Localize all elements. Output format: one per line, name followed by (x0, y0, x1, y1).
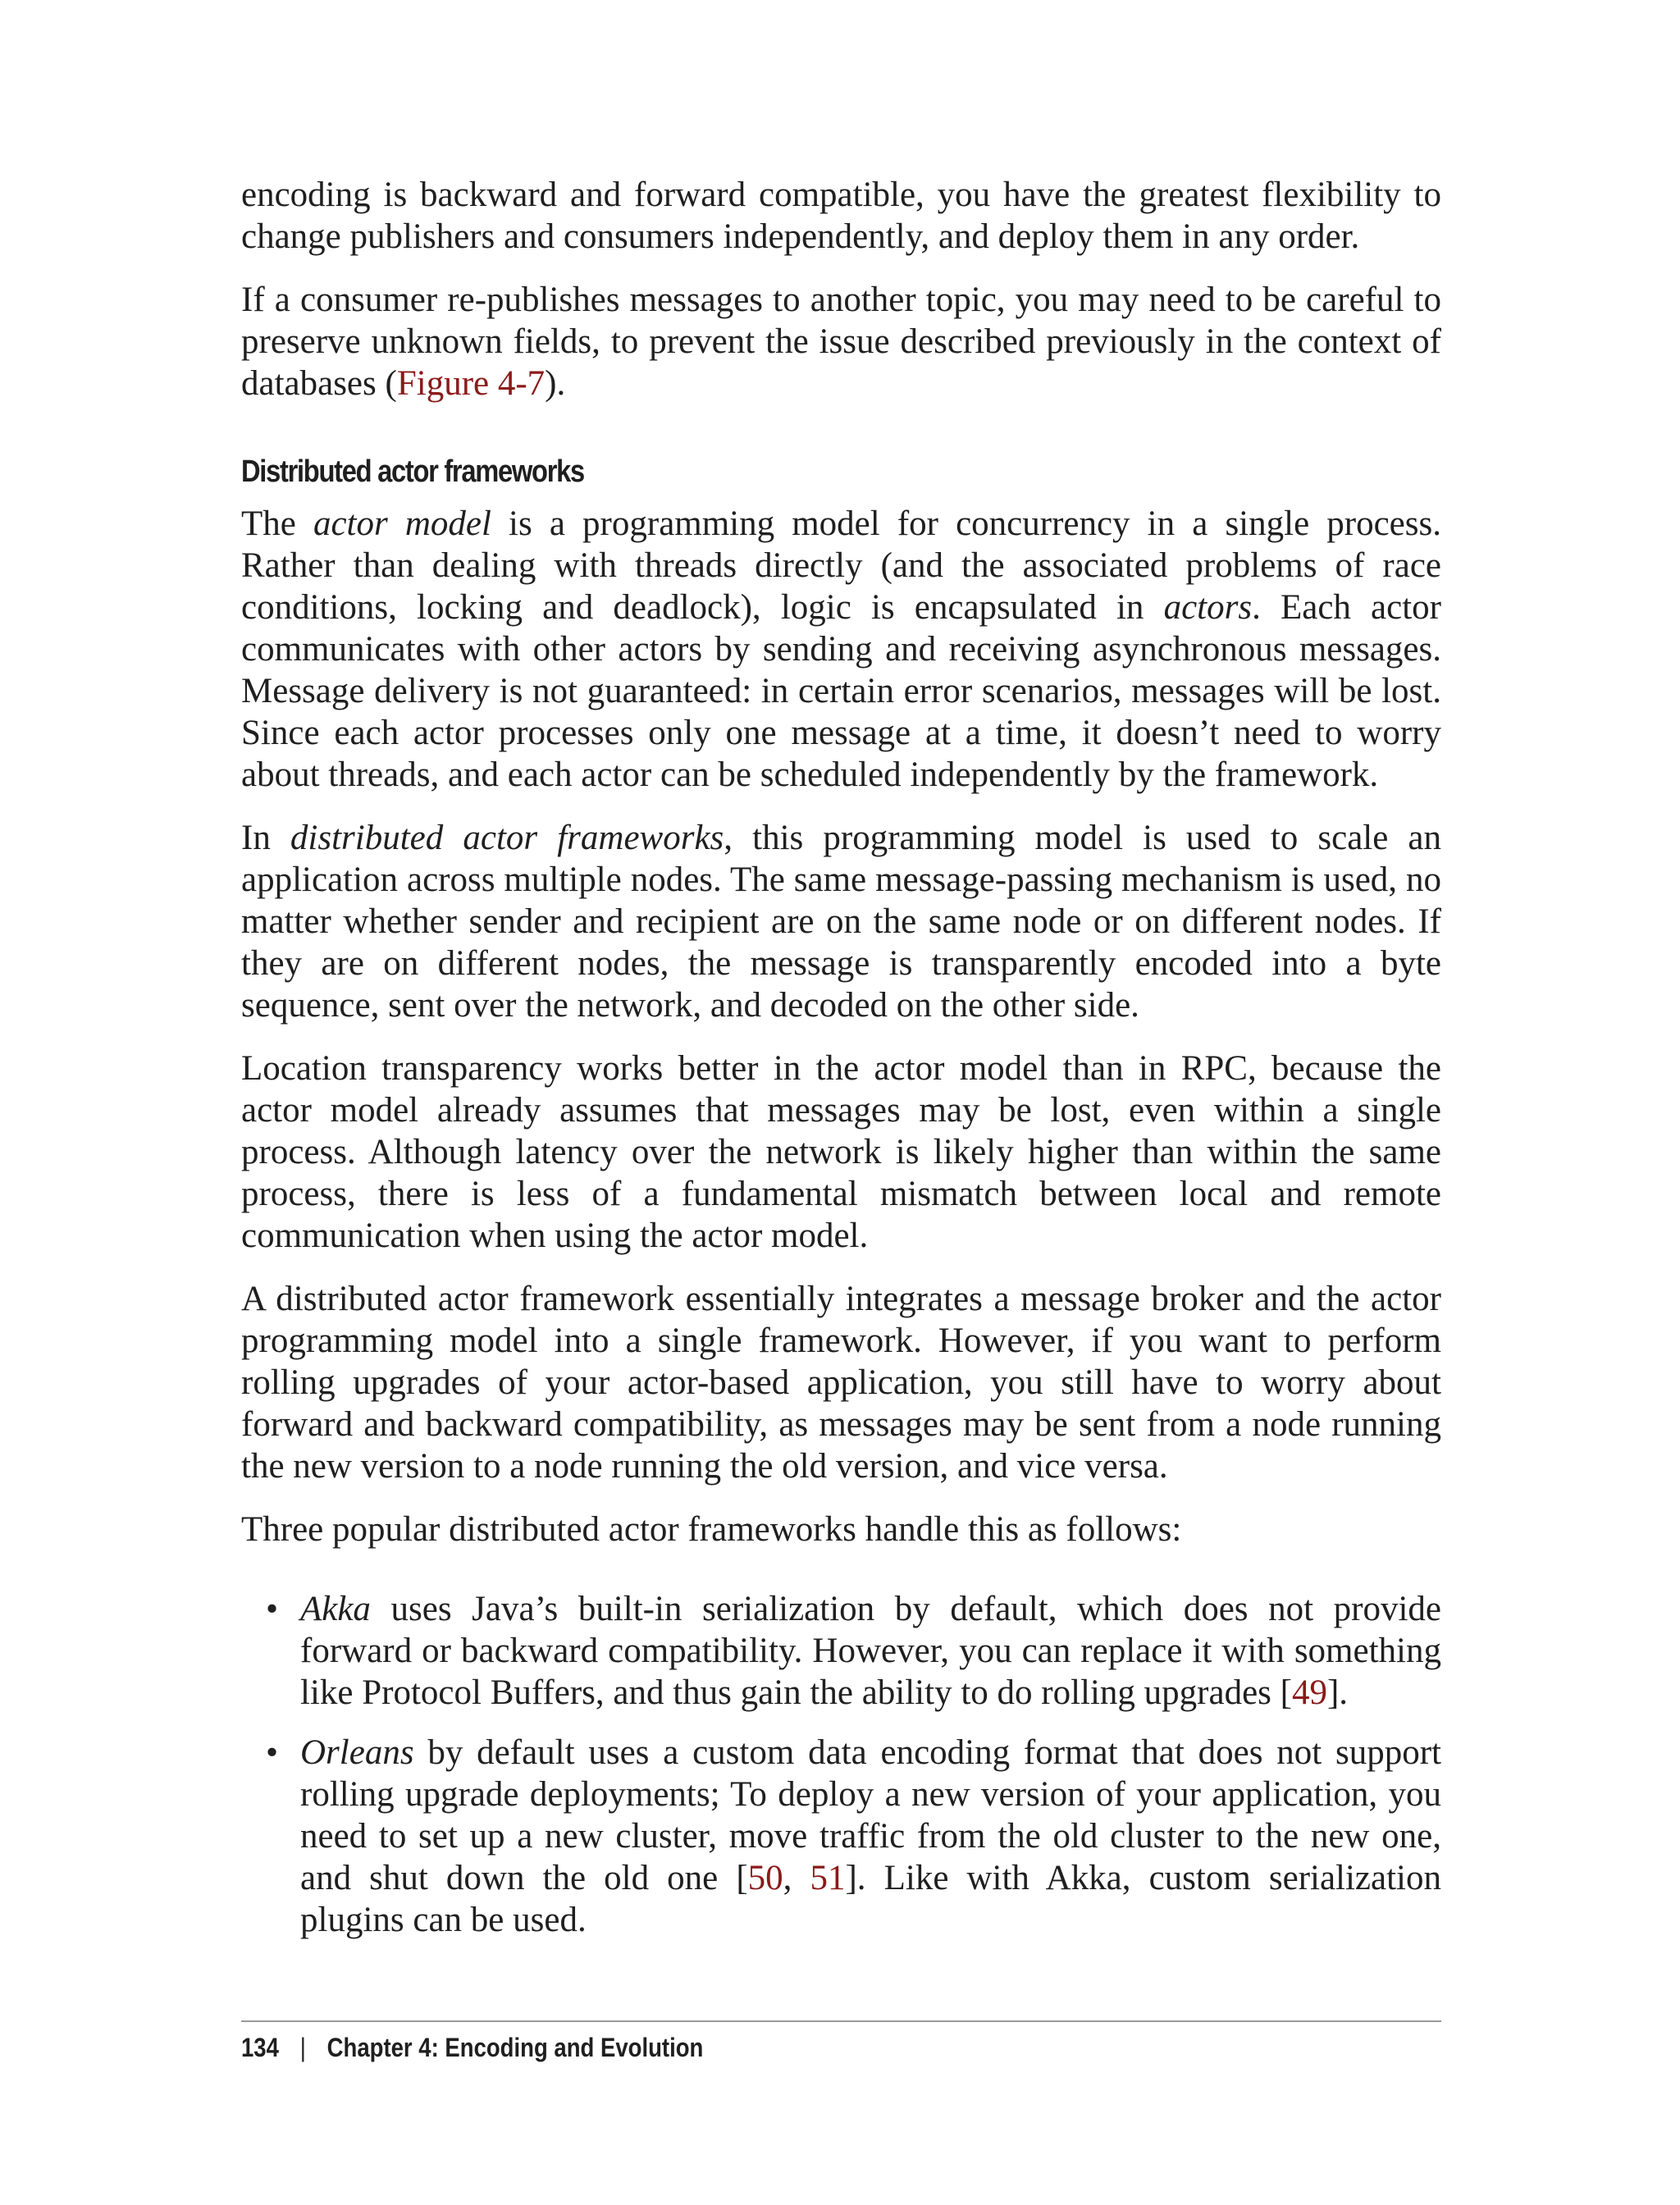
paragraph-distributed-actors (241, 817, 1441, 1026)
page-body (241, 174, 1441, 1959)
page-footer (241, 2031, 703, 2064)
paragraph-text: Location transparency works better in the actor model than in RPC, because the actor model already assumes that messages may be lost, even within a single process. Although latency over the network is likely higher than within the same process, there is less of a fundamental mismatch between local and remote communication when using the actor model. (241, 1049, 1441, 1255)
footer-separator: | (299, 2033, 306, 2062)
figure-4-7-link[interactable]: Figure 4-7 (396, 364, 546, 403)
list-item-orleans (241, 1732, 1441, 1941)
frameworks-list (241, 1588, 1441, 1941)
paragraph-encoding-compat (241, 174, 1441, 258)
paragraph-text: A distributed actor framework essentially integrates a message broker and the actor programming model into a single framework. However, if you want to perform rolling upgrades of your actor-based application, you still have to worry about forward and backward compatibility, as messages may be sent from a node running the new version to a node running the old version, and vice versa. (241, 1280, 1441, 1486)
list-item-akka (241, 1588, 1441, 1714)
page-number: 134 (241, 2033, 279, 2062)
bullet-icon: • (266, 1733, 279, 1772)
term-orleans: Orleans (300, 1733, 414, 1772)
paragraph-text: . Each actor communicates with other actors by sending and receiving asynchronous messages. Message delivery is not guaranteed: in certain error scenarios, messages will be lost. Since each actor processes only one message at a time, it doesn’t need to worry about threads, and each actor can be scheduled independently by the framework. (241, 588, 1441, 794)
term-distributed-actor-frameworks: distributed actor frameworks (290, 819, 724, 857)
paragraph-text: , this programming model is used to scale an application across multiple nodes. The same message-passing mechanism is used, no matter whether sender and recipient are on the same node or on different nodes. If they are on different nodes, the message is transparently encoded into a byte sequence, sent over the network, and decoded on the other side. (241, 819, 1441, 1025)
list-item-text: , (783, 1859, 810, 1897)
paragraph-message-broker (241, 1278, 1441, 1487)
paragraph-text: ). (545, 364, 566, 403)
reference-49-link[interactable]: 49 (1291, 1673, 1327, 1712)
paragraph-three-frameworks (241, 1509, 1441, 1550)
footer-divider (241, 2020, 1441, 2022)
section-heading: Distributed actor frameworks (241, 454, 584, 489)
paragraph-text: The (241, 504, 313, 543)
paragraph-republish (241, 279, 1441, 404)
paragraph-text: In (241, 819, 290, 857)
term-actors: actors (1163, 588, 1253, 627)
paragraph-text: If a consumer re-publishes messages to another topic, you may need to be careful to preserve unknown fields, to prevent the issue described previously in the context of databases ( (241, 281, 1441, 403)
bullet-icon: • (266, 1590, 279, 1628)
list-item-text: ]. Like with Akka, custom serialization plugins can be used. (300, 1859, 1441, 1939)
paragraph-text: is a programming model for concurrency in a single process. Rather than dealing with threads directly (and the associated problems of race conditions, locking and deadlock), logic is encapsulated in (241, 504, 1441, 627)
term-akka: Akka (300, 1590, 371, 1628)
term-actor-model: actor model (313, 504, 491, 543)
paragraph-text: encoding is backward and forward compatible, you have the greatest flexibility to change publishers and consumers independently, and deploy them in any order. (241, 176, 1441, 256)
list-item-text: by default uses a custom data encoding format that does not support rolling upgrade deployments; To deploy a new version of your application, you need to set up a new cluster, move traffic from the old cluster to the new one, and shut down the old one [ (300, 1733, 1441, 1897)
paragraph-text: Three popular distributed actor frameworks handle this as follows: (241, 1510, 1182, 1549)
paragraph-actor-model (241, 503, 1441, 796)
paragraph-location-transparency (241, 1048, 1441, 1257)
chapter-title: Chapter 4: Encoding and Evolution (326, 2033, 704, 2062)
reference-51-link[interactable]: 51 (810, 1859, 846, 1897)
reference-50-link[interactable]: 50 (747, 1859, 783, 1897)
list-item-text: ]. (1326, 1673, 1349, 1712)
list-item-text: uses Java’s built-in serialization by default, which does not provide forward or backward compatibility. However, you can replace it with something like Protocol Buffers, and thus gain the ability to do rolling upgrades [ (300, 1590, 1441, 1712)
